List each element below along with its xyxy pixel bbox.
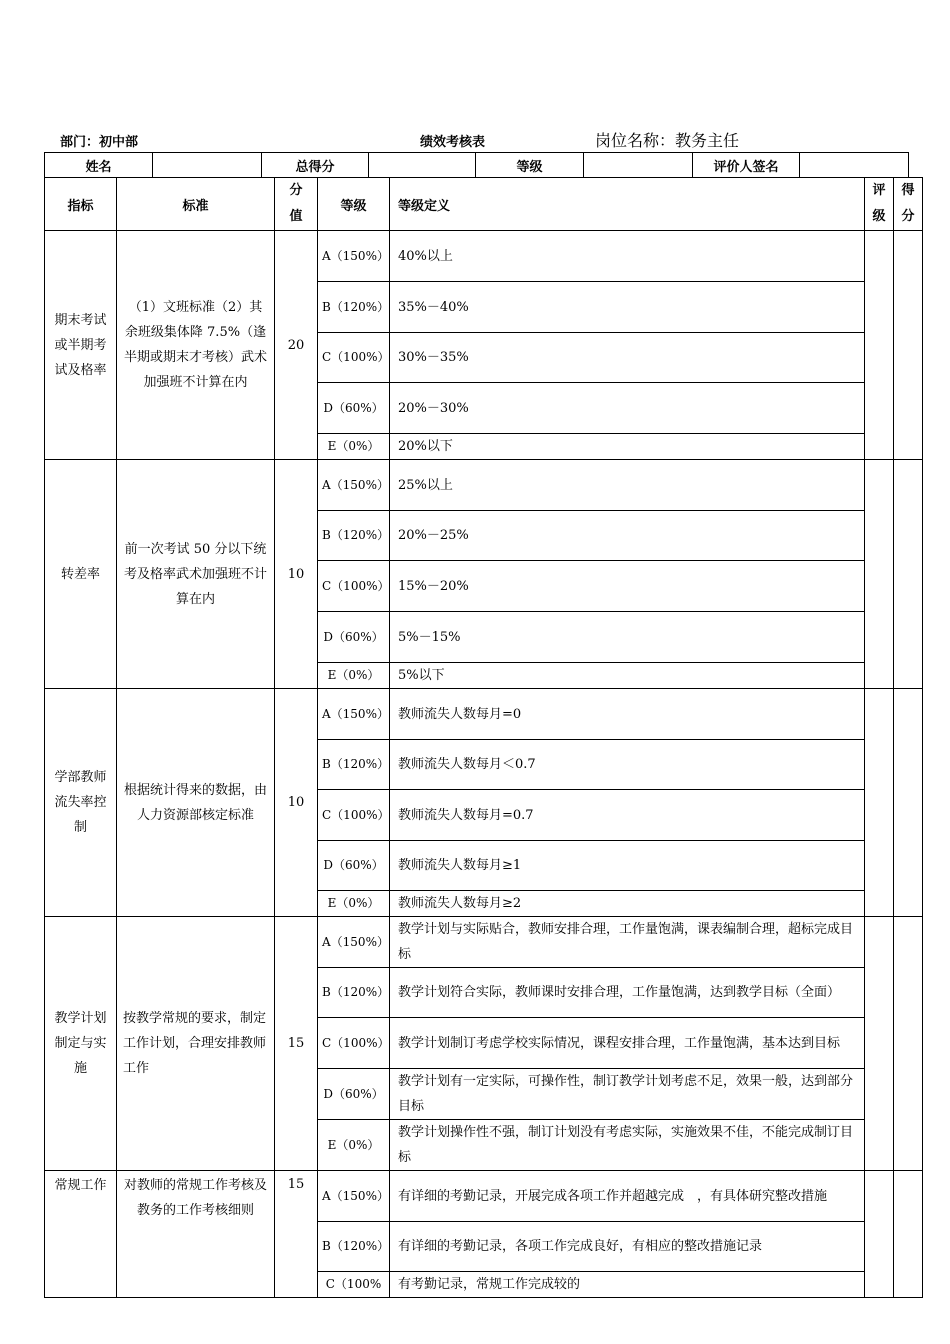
level-cell: B（120%） bbox=[318, 511, 390, 561]
name-label: 姓名 bbox=[45, 153, 153, 178]
points-cell[interactable] bbox=[894, 231, 923, 460]
standard-cell: 按教学常规的要求，制定工作计划，合理安排教师工作 bbox=[117, 917, 275, 1171]
level-cell: A（150%） bbox=[318, 231, 390, 282]
evaluation-table bbox=[44, 177, 923, 1298]
indicator-cell: 学部教师流失率控制 bbox=[45, 689, 117, 917]
definition-cell: 教师流失人数每月=0.7 bbox=[390, 790, 865, 841]
level-cell: C（100% bbox=[318, 1272, 390, 1298]
rating-cell[interactable] bbox=[865, 689, 894, 917]
col-level: 等级 bbox=[318, 178, 390, 231]
definition-cell: 15%－20% bbox=[390, 561, 865, 612]
level-cell: B（120%） bbox=[318, 282, 390, 333]
definition-cell: 教师流失人数每月≥1 bbox=[390, 841, 865, 891]
level-cell: A（150%） bbox=[318, 460, 390, 511]
table-row bbox=[45, 231, 923, 282]
level-cell: A（150%） bbox=[318, 917, 390, 968]
definition-cell: 教学计划符合实际，教师课时安排合理，工作量饱满，达到教学目标（全面） bbox=[390, 968, 865, 1018]
table-row bbox=[45, 1171, 923, 1222]
standard-cell: 前一次考试 50 分以下统考及格率武术加强班不计算在内 bbox=[117, 460, 275, 689]
standard-cell: （1）文班标准（2）其余班级集体降 7.5%（逢半期或期末才考核）武术加强班不计算在内 bbox=[117, 231, 275, 460]
indicator-cell: 期末考试或半期考试及格率 bbox=[45, 231, 117, 460]
definition-cell: 教师流失人数每月＜0.7 bbox=[390, 740, 865, 790]
score-cell: 20 bbox=[275, 231, 318, 460]
level-cell: B（120%） bbox=[318, 1222, 390, 1272]
total-score-label: 总得分 bbox=[262, 153, 369, 178]
signer-label: 评价人签名 bbox=[693, 153, 800, 178]
level-cell: E（0%） bbox=[318, 663, 390, 689]
total-score-field[interactable] bbox=[369, 153, 476, 178]
definition-cell: 有考勤记录，常规工作完成较的 bbox=[390, 1272, 865, 1298]
definition-cell: 有详细的考勤记录，开展完成各项工作并超越完成 ，有具体研究整改措施 bbox=[390, 1171, 865, 1222]
level-cell: D（60%） bbox=[318, 383, 390, 434]
col-indicator: 指标 bbox=[45, 178, 117, 231]
level-cell: C（100%） bbox=[318, 790, 390, 841]
points-cell[interactable] bbox=[894, 460, 923, 689]
position-label: 岗位名称：教务主任 bbox=[595, 131, 740, 150]
standard-cell: 对教师的常规工作考核及教务的工作考核细则 bbox=[117, 1171, 275, 1298]
score-cell: 10 bbox=[275, 689, 318, 917]
definition-cell: 30%－35% bbox=[390, 333, 865, 383]
rating-cell[interactable] bbox=[865, 917, 894, 1171]
rating-cell[interactable] bbox=[865, 231, 894, 460]
level-cell: D（60%） bbox=[318, 1069, 390, 1120]
definition-cell: 40%以上 bbox=[390, 231, 865, 282]
table-header-row bbox=[45, 178, 923, 231]
indicator-cell: 转差率 bbox=[45, 460, 117, 689]
definition-cell: 20%以下 bbox=[390, 434, 865, 460]
col-rating: 评 级 bbox=[865, 178, 894, 231]
definition-cell: 教师流失人数每月=0 bbox=[390, 689, 865, 740]
level-cell: D（60%） bbox=[318, 841, 390, 891]
level-cell: A（150%） bbox=[318, 689, 390, 740]
table-row bbox=[45, 689, 923, 740]
grade-field[interactable] bbox=[584, 153, 693, 178]
definition-cell: 教学计划与实际贴合，教师安排合理，工作量饱满，课表编制合理，超标完成目标 bbox=[390, 917, 865, 968]
score-cell: 15 bbox=[275, 917, 318, 1171]
level-cell: E（0%） bbox=[318, 1120, 390, 1171]
level-cell: B（120%） bbox=[318, 968, 390, 1018]
indicator-cell: 常规工作 bbox=[45, 1171, 117, 1298]
level-cell: B（120%） bbox=[318, 740, 390, 790]
definition-cell: 20%－25% bbox=[390, 511, 865, 561]
definition-cell: 教学计划操作性不强，制订计划没有考虑实际，实施效果不佳，不能完成制订目标 bbox=[390, 1120, 865, 1171]
col-score: 分 值 bbox=[275, 178, 318, 231]
points-cell[interactable] bbox=[894, 1171, 923, 1298]
definition-cell: 5%－15% bbox=[390, 612, 865, 663]
form-title: 绩效考核表 bbox=[420, 135, 486, 150]
rating-cell[interactable] bbox=[865, 460, 894, 689]
definition-cell: 20%－30% bbox=[390, 383, 865, 434]
indicator-cell: 教学计划制定与实施 bbox=[45, 917, 117, 1171]
table-row bbox=[45, 917, 923, 968]
definition-cell: 教师流失人数每月≥2 bbox=[390, 891, 865, 917]
col-points: 得 分 bbox=[894, 178, 923, 231]
definition-cell: 教学计划有一定实际，可操作性，制订教学计划考虑不足，效果一般，达到部分目标 bbox=[390, 1069, 865, 1120]
signer-field[interactable] bbox=[800, 153, 909, 178]
info-table bbox=[44, 152, 909, 178]
col-definition: 等级定义 bbox=[390, 178, 865, 231]
department-label: 部门：初中部 bbox=[60, 135, 139, 150]
name-field[interactable] bbox=[153, 153, 262, 178]
score-cell: 15 bbox=[275, 1171, 318, 1298]
score-cell: 10 bbox=[275, 460, 318, 689]
definition-cell: 教学计划制订考虑学校实际情况，课程安排合理，工作量饱满，基本达到目标 bbox=[390, 1018, 865, 1069]
level-cell: A（150%） bbox=[318, 1171, 390, 1222]
definition-cell: 35%－40% bbox=[390, 282, 865, 333]
points-cell[interactable] bbox=[894, 917, 923, 1171]
level-cell: E（0%） bbox=[318, 891, 390, 917]
col-standard: 标准 bbox=[117, 178, 275, 231]
definition-cell: 5%以下 bbox=[390, 663, 865, 689]
table-row bbox=[45, 460, 923, 511]
rating-cell[interactable] bbox=[865, 1171, 894, 1298]
definition-cell: 有详细的考勤记录，各项工作完成良好，有相应的整改措施记录 bbox=[390, 1222, 865, 1272]
level-cell: D（60%） bbox=[318, 612, 390, 663]
level-cell: C（100%） bbox=[318, 333, 390, 383]
points-cell[interactable] bbox=[894, 689, 923, 917]
standard-cell: 根据统计得来的数据，由人力资源部核定标准 bbox=[117, 689, 275, 917]
level-cell: C（100%） bbox=[318, 1018, 390, 1069]
definition-cell: 25%以上 bbox=[390, 460, 865, 511]
grade-label: 等级 bbox=[476, 153, 584, 178]
level-cell: C（100%） bbox=[318, 561, 390, 612]
level-cell: E（0%） bbox=[318, 434, 390, 460]
